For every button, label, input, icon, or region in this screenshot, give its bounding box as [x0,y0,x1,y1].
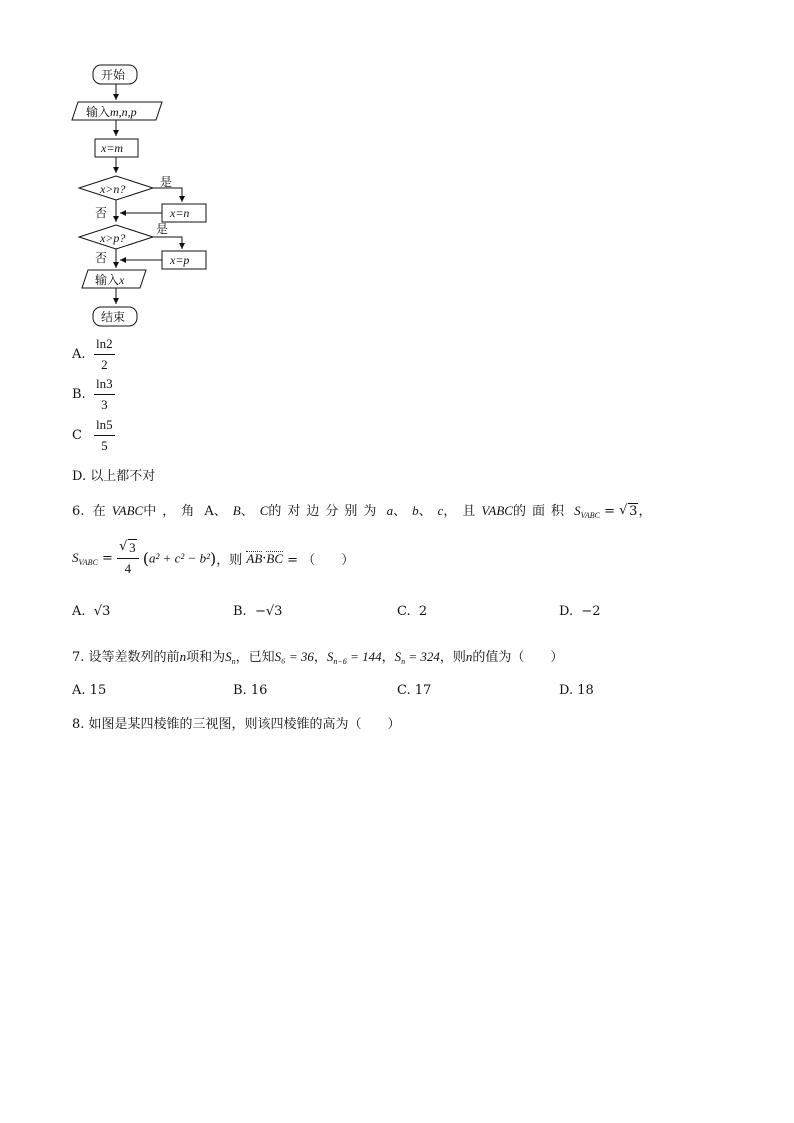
q6-option-d: D. −2 [559,604,601,619]
q6-option-a: A. √3 [72,604,111,619]
q7-option-d: D. 18 [559,683,594,698]
flow-input-label: 输入 [86,105,111,119]
q5-option-a: A. $\frac{\ln 2}{2}$ [72,336,113,372]
q6-option-c: C. 2 [397,604,428,619]
flow-yes-2: 是 [156,222,169,236]
flow-no-2: 否 [95,251,108,265]
q6-stem-line2: $S_{VABC}$ = √ $\frac{3}{4}$ (a² + c² − b²)，则 AB·BC = （ ） [72,540,354,577]
q5-option-b: B. $\frac{\ln 3}{3}$ [72,376,113,412]
q5-option-c: C $\frac{\ln 5}{5}$ [72,417,113,453]
flow-output-var: x [119,273,125,287]
flow-assign-m-label: x=m [101,141,124,155]
flow-no-1: 否 [95,206,108,220]
svg-text:输入m,n,p [86,104,137,119]
svg-text:输入x [95,272,125,287]
flow-assign-p-label: x=p [170,253,190,267]
flow-cond2-label: x>p? [100,231,126,245]
flow-assign-n-label: x=n [170,206,190,220]
flow-end-label: 结束 [101,310,126,324]
q7-stem: 7. 设等差数列的前n项和为$S_n$，已知S₆ = 36，$S_{n-6} = 144$，$S_n = 324$，则n的值为（ ） [72,649,564,666]
q6-option-b: B. −√3 [233,604,283,619]
q7-option-c: C. 17 [397,683,432,698]
q5-option-d: D. 以上都不对 [72,469,156,484]
q8-stem: 8. 如图是某四棱锥的三视图，则该四棱锥的高为（ ） [72,717,401,732]
flow-start-label: 开始 [101,68,126,82]
flow-cond1-label: x>n? [100,182,126,196]
q7-option-a: A. 15 [72,683,107,698]
flow-input-vars: m,n,p [110,105,137,119]
flow-yes-1: 是 [160,175,173,189]
q7-option-b: B. 16 [233,683,268,698]
q6-stem-line1: 6. 在VABC中，角 A、B、C的对边分别为 a、b、c，且VABC的面积 $S_{VABC}$ = √ 3， [72,500,651,520]
flowchart [0,0,260,340]
flow-output-label: 输入 [95,273,120,287]
